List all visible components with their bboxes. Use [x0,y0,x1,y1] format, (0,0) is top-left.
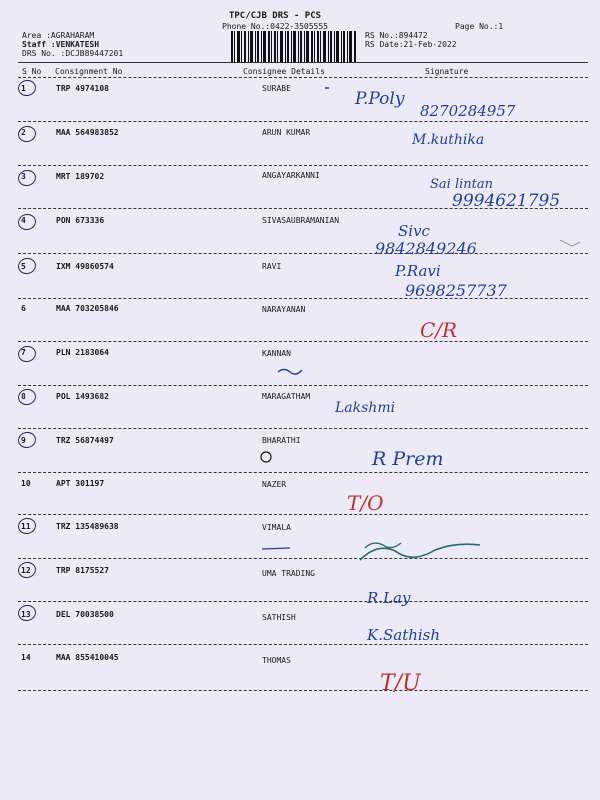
hand-circle [17,78,38,97]
header-rule [18,62,588,63]
signature-10: T/O [347,491,384,515]
row-divider [18,601,588,602]
hand-circle [17,387,38,406]
rs-date: RS Date:21-Feb-2022 [365,40,457,49]
consignment-no: PON 673336 [56,216,105,225]
row-divider [18,165,588,166]
signature-phone-4: 9842849246 [375,239,477,258]
signature-phone-1: 8270284957 [420,102,516,120]
signature-8: Lakshmi [335,400,396,416]
signature-9: R Prem [372,448,444,470]
consignee-name: ANGAYARKANNI [262,171,320,180]
signature-phone-3: 9994621795 [452,191,561,211]
staff-field: Staff :VENKATESH [22,40,100,49]
consignment-no: TRP 8175527 [56,566,109,575]
hand-circle [17,256,38,275]
consignee-name: SATHISH [262,613,296,622]
phone-number: Phone No.:0422-3505555 [222,22,328,31]
ink-smudge [560,240,580,246]
hand-circle [17,430,38,449]
col-sno: S No [22,67,42,76]
ink-line [262,548,290,549]
col-consignment: Consignment No [55,67,123,76]
row-sno: 6 [21,304,26,313]
row-divider [18,121,588,122]
consignment-no: IXM 49860574 [56,262,114,271]
row-sno: 11 [21,522,31,531]
signature-phone-5: 9698257737 [405,281,507,300]
rs-number: RS No.:894472 [365,31,428,40]
row-sno: 12 [21,566,31,575]
row-sno: 4 [21,216,26,225]
signature-2: M.kuthika [412,132,485,148]
row-sno: 5 [21,262,26,271]
row-sno: 13 [21,610,31,619]
row-divider [18,558,588,559]
signature-12: R.Lay [367,589,411,607]
consignee-name: NARAYANAN [262,305,306,314]
row-sno: 10 [21,479,31,488]
consignee-name: SIVASAUBRAMANIAN [262,216,340,225]
hand-circle [17,212,38,231]
consignment-no: MRT 189702 [56,172,105,181]
consignment-no: TRZ 56874497 [56,436,114,445]
consignment-no: DEL 70038500 [56,610,114,619]
row-divider [18,208,588,209]
row-sno: 3 [21,172,26,181]
row-divider [18,472,588,473]
consignee-name: THOMAS [262,656,291,665]
ink-circle [261,452,271,462]
row-sno: 7 [21,348,26,357]
signature-13: K.Sathish [367,626,441,644]
consignee-name: SURABE [262,84,291,93]
area-field: Area :AGRAHARAM [22,31,95,40]
signature-5: P.Ravi [395,262,441,280]
row-divider [18,341,588,342]
consignment-no: MAA 564983852 [56,128,119,137]
hand-circle [17,168,38,187]
page-number: Page No.:1 [455,22,504,31]
signature-14: T/U [380,671,421,696]
consignee-name: MARAGATHAM [262,392,311,401]
consignment-no: APT 301197 [56,479,105,488]
row-divider [18,690,588,691]
consignee-name: BHARATHI [262,436,301,445]
signature-4: Sivc [398,222,430,240]
hand-circle [17,344,38,363]
ink-signature-11b [365,543,401,548]
consignee-name: ARUN KUMAR [262,128,311,137]
col-signature: Signature [425,67,469,76]
row-sno: 14 [21,653,31,662]
consignee-name: RAVI [262,262,282,271]
signature-6: C/R [420,318,458,342]
row-divider [18,428,588,429]
row-divider [18,298,588,299]
row-divider [18,385,588,386]
consignment-no: MAA 703205846 [56,304,119,313]
row-sno: 9 [21,436,26,445]
consignee-name: KANNAN [262,349,291,358]
consignment-no: MAA 855410045 [56,653,119,662]
signature-1: P.Poly [355,89,405,109]
consignment-no: POL 1493682 [56,392,109,401]
row-divider [18,514,588,515]
col-consignee: Consignee Details [243,67,325,76]
sheet-title: TPC/CJB DRS - PCS [228,11,322,21]
row-sno: 2 [21,128,26,137]
header-rule-2 [18,77,588,78]
signature-3: Sai lintan [430,177,493,192]
consignee-name: VIMALA [262,523,291,532]
consignment-no: TRZ 135489638 [56,522,119,531]
row-sno: 8 [21,392,26,401]
consignment-no: TRP 4974108 [56,84,109,93]
hand-circle [17,124,38,143]
ink-scribble [278,370,302,375]
consignment-no: PLN 2183064 [56,348,109,357]
row-divider [18,253,588,254]
barcode [231,31,356,62]
drs-number: DRS No. :DCJB89447201 [22,49,124,58]
row-divider [18,644,588,645]
row-sno: 1 [21,84,26,93]
consignee-name: NAZER [262,480,287,489]
consignee-name: UMA TRADING [262,569,315,578]
